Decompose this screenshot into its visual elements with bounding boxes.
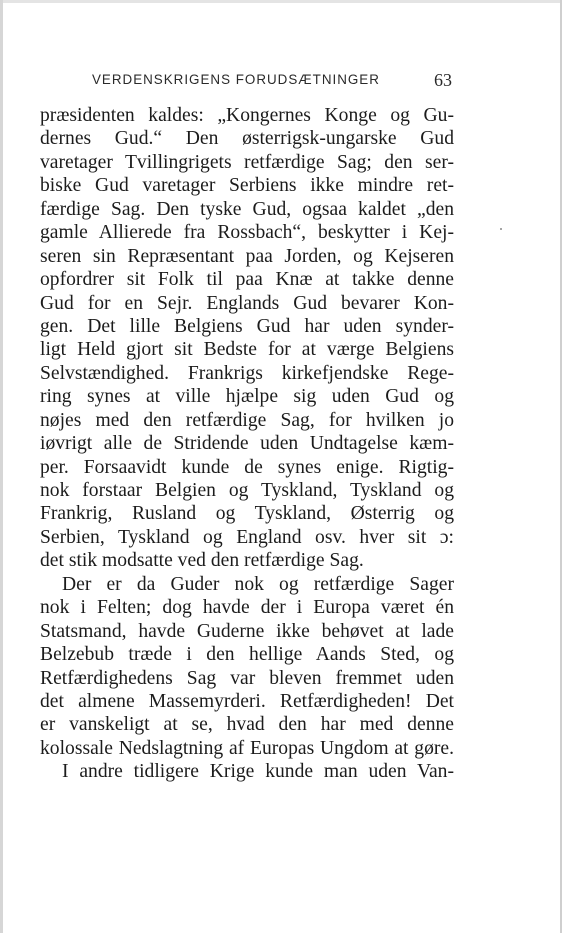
page-edge-left [0, 0, 3, 933]
text-line: Statsmand, havde Guderne ikke behøvet at lade [40, 620, 454, 642]
text-line: Belzebub træde i den hellige Aands Sted, og [40, 644, 454, 666]
text-line: er vanskeligt at se, hvad den har med denne [40, 714, 454, 736]
paragraph-start-line: Der er da Guder nok og retfærdige Sager [62, 573, 454, 595]
text-line: Selvstændighed. Frankrigs kirkefjendske Rege- [40, 362, 454, 384]
paragraph-end-line: det stik modsatte ved den retfærdige Sag. [40, 550, 364, 572]
text-line: gamle Allierede fra Rossbach“, beskytter i Kej- [40, 222, 454, 244]
text-line: færdige Sag. Den tyske Gud, ogsaa kaldet „den [40, 198, 454, 220]
text-line: opfordrer sit Folk til paa Knæ at takke denne [40, 269, 454, 291]
text-line: biske Gud varetager Serbiens ikke mindre ret- [40, 175, 454, 197]
text-line: Gud for en Sejr. Englands Gud bevarer Kon- [40, 292, 454, 314]
text-line: iøvrigt alle de Stridende uden Undtagelse kæm- [40, 433, 454, 455]
text-line: seren sin Repræsentant paa Jorden, og Kejseren [40, 245, 454, 267]
running-head [92, 70, 456, 92]
text-line: Retfærdighedens Sag var bleven fremmet uden [40, 667, 454, 689]
text-line: Serbien, Tyskland og England osv. hver sit ɔ: [40, 526, 454, 548]
page-edge-top [0, 0, 562, 3]
text-line: dernes Gud.“ Den østerrigsk-ungarske Gud [40, 128, 454, 150]
text-line: nøjes med den retfærdige Sag, for hvilken jo [40, 409, 454, 431]
text-line: det almene Massemyrderi. Retfærdigheden! Det [40, 690, 454, 712]
text-line: nok i Felten; dog havde der i Europa været én [40, 597, 454, 619]
text-line: varetager Tvillingrigets retfærdige Sag; den ser- [40, 151, 454, 173]
body-text [40, 104, 454, 784]
text-line: præsidenten kaldes: „Kongernes Konge og Gu- [40, 105, 454, 126]
text-line: per. Forsaavidt kunde de synes enige. Rigtig- [40, 456, 454, 478]
text-line: gen. Det lille Belgiens Gud har uden synder- [40, 315, 454, 337]
paper-speck [500, 228, 502, 230]
page-number: 63 [434, 70, 452, 90]
text-line: kolossale Nedslagtning af Europas Ungdom at gøre. [40, 737, 454, 759]
text-line: ring synes at ville hjælpe sig uden Gud og [40, 386, 454, 408]
text-line: Frankrig, Rusland og Tyskland, Østerrig og [40, 503, 454, 525]
running-title: VERDENSKRIGENS FORUDSÆTNINGER [92, 72, 380, 87]
text-line: nok forstaar Belgien og Tyskland, Tyskland og [40, 480, 454, 501]
text-line: ligt Held gjort sit Bedste for at værge Belgiens [40, 339, 454, 361]
paragraph-start-line: I andre tidligere Krige kunde man uden Van- [62, 761, 454, 783]
